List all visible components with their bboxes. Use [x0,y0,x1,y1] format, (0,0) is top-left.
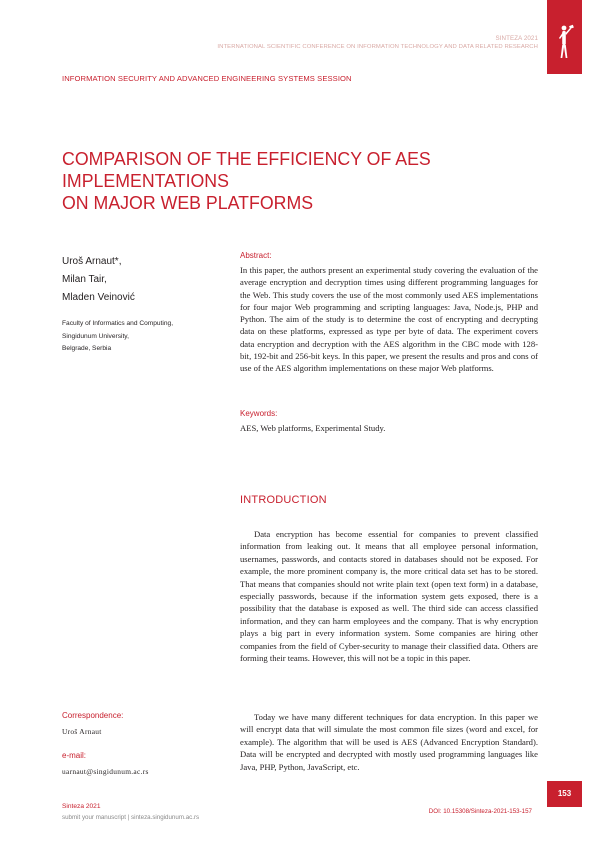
author-1: Uroš Arnaut*, [62,256,122,267]
footer-journal: Sinteza 2021 [62,803,101,810]
author-2: Milan Tair, [62,274,107,285]
correspondence-name: Uroš Arnaut [62,727,102,736]
paper-title [62,148,532,214]
affiliation-line: Faculty of Informatics and Computing, [62,320,174,327]
affiliation [62,318,222,356]
intro-paragraph-1: Data encryption has become essential for companies to prevent classified information from leaking out. It means that all employee personal information, usernames, passwords, and contacts stored in databases should not be exposed. For example, the more prominent company is, the more critical data set has to be stored. That means that companies should not write plain text (open text form) in a database, especially passwords, because if the information system gets exposed, there is a possibility that the database is exposed as well. The third side can access classified information, and they can harm employees and the company. That is why encryption plays a big part in every information system. Some companies are hiring other companies from the field of Cyber-security to manage their classified data. Others are forming their teams. However, this will not be a topic in this paper. [240,529,538,664]
paper-title-line1: COMPARISON OF THE EFFICIENCY OF AES IMPLEMENTATIONS [62,148,431,191]
journal-short-header: SINTEZA 2021 [495,35,538,42]
correspondence-label: Correspondence: [62,711,124,720]
page-number: 153 [557,789,572,798]
email-value[interactable]: uarnaut@singidunum.ac.rs [62,767,149,776]
affiliation-line: Belgrade, Serbia [62,345,112,353]
affiliation-line: Singidunum University, [62,332,129,340]
page-number-box [547,781,582,807]
intro-paragraph-2: Today we have many different techniques for data encryption. In this paper we will encrypt data that will simulate the most common file sizes (word and excel, for example). The algorithm that will be used is AES (Advanced Encryption Standard). Data will be encrypted and decrypted with mostly used programming languages like Java, PHP, Python, JavaScript, etc. [240,712,538,772]
keywords-label: Keywords: [240,409,278,418]
email-label: e-mail: [62,751,87,760]
figure-logo-icon [547,0,582,74]
abstract-label: Abstract: [240,251,272,260]
footer-doi[interactable]: DOI: 10.15308/Sinteza-2021-153-157 [428,808,532,815]
footer-submit-link[interactable]: submit your manuscript | sinteza.singidunum.ac.rs [62,814,200,821]
conference-header: INTERNATIONAL SCIENTIFIC CONFERENCE ON INFORMATION TECHNOLOGY AND DATA RELATED RESEARCH [217,44,538,50]
session-title: INFORMATION SECURITY AND ADVANCED ENGINEERING SYSTEMS SESSION [62,74,352,83]
intro-body-2 [240,711,538,773]
author-3: Mladen Veinović [62,292,135,303]
keywords-text: AES, Web platforms, Experimental Study. [240,423,386,433]
paper-title-line2: ON MAJOR WEB PLATFORMS [62,192,314,213]
intro-heading: INTRODUCTION [240,494,327,506]
intro-body [240,528,538,664]
sinteza-logo [547,0,582,74]
abstract-text: In this paper, the authors present an experimental study covering the evaluation of the average encryption and decryption times using different programming languages for the Web. This study covers the use of the most commonly used AES implementations for four major Web programming and scripting languages: Java, Node.js, PHP and Python. The aim of the study is to determine the cost of encrypting and decrypting data on these platforms, expressed as type per byte of data. The experiment covers data encryption and decryption with the AES algorithm in the CBC mode with 128-bit, 192-bit and 256-bit keys. In this paper, we present the results and pros and cons of use of the AES algorithm implementations on these major Web platforms. [240,265,538,374]
